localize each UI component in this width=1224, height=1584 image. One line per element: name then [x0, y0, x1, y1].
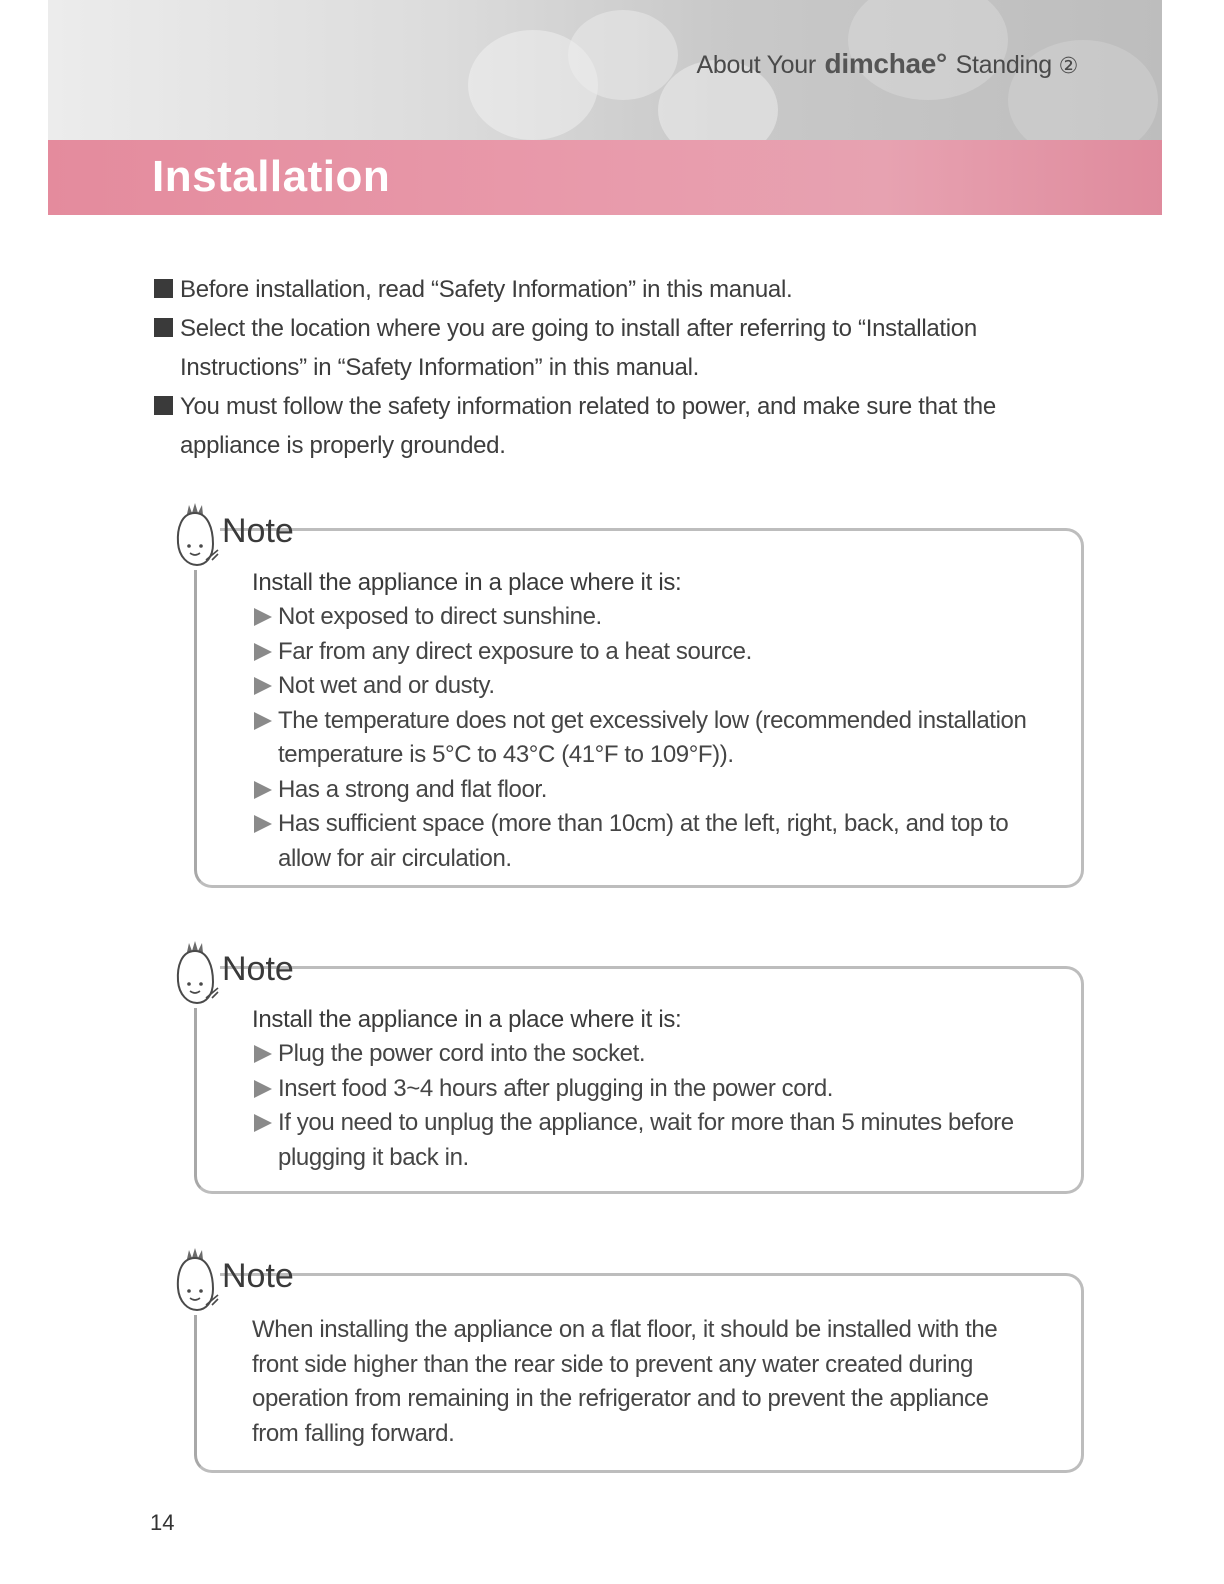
note-body: [252, 1313, 1032, 1451]
page-title: Installation: [152, 152, 391, 201]
brand-name: dimchae°: [824, 48, 947, 79]
note-paragraph: When installing the appliance on a flat floor, it should be installed with the front side higher than the rear side to prevent any water created during operation from remaining in the refrigerator and to prevent the appliance from falling forward.: [252, 1316, 998, 1447]
triangle-bullet-icon: [254, 1080, 272, 1098]
note-item: [252, 669, 1032, 704]
note-item: [252, 1072, 1032, 1107]
page-number: 14: [150, 1510, 175, 1535]
note-heading: Install the appliance in a place where it is:: [252, 569, 682, 596]
note-box: [172, 1247, 1084, 1473]
note-item-text: Has a strong and flat floor.: [278, 775, 547, 803]
triangle-bullet-icon: [254, 677, 272, 695]
note-item-text: Insert food 3~4 hours after plugging in the power cord.: [278, 1074, 834, 1102]
square-bullet-icon: [154, 279, 173, 298]
note-item: [252, 635, 1032, 670]
note-body: [252, 1003, 1032, 1175]
note-title: Note: [222, 512, 294, 550]
section-tag: [697, 48, 1078, 80]
intro-bullet-text: Select the location where you are going to install after referring to “Installation Instructions” in “Safety Information” in this manual.: [180, 315, 977, 381]
note-item: [252, 704, 1032, 773]
triangle-bullet-icon: [254, 712, 272, 730]
title-bar: [48, 140, 1162, 215]
section-prefix: About Your: [696, 51, 816, 79]
note-item: [252, 773, 1032, 808]
note-box: [172, 940, 1084, 1194]
intro-bullet: [154, 387, 1014, 465]
note-item-text: If you need to unplug the appliance, wait for more than 5 minutes before plugging it back in.: [278, 1109, 1014, 1171]
radish-mascot-icon: [172, 502, 222, 570]
section-number: ②: [1058, 53, 1078, 78]
triangle-bullet-icon: [254, 643, 272, 661]
radish-mascot-icon: [172, 1247, 222, 1315]
intro-bullet: [154, 309, 1014, 387]
note-item: [252, 1037, 1032, 1072]
square-bullet-icon: [154, 318, 173, 337]
note-item-text: Not exposed to direct sunshine.: [278, 603, 602, 630]
note-heading: Install the appliance in a place where it is:: [252, 1006, 682, 1033]
note-item-text: Plug the power cord into the socket.: [278, 1040, 646, 1067]
note-title: Note: [222, 950, 294, 988]
square-bullet-icon: [154, 396, 173, 415]
triangle-bullet-icon: [254, 1045, 272, 1063]
note-item: [252, 1106, 1032, 1175]
note-item-text: Has sufficient space (more than 10cm) at the left, right, back, and top to allow for air circulation.: [278, 810, 1009, 872]
note-item-text: Not wet and or dusty.: [278, 672, 495, 699]
note-item-text: The temperature does not get excessively low (recommended installation temperature is 5°C to 43°C (41°F to 109°F)).: [278, 706, 1027, 768]
triangle-bullet-icon: [254, 1114, 272, 1132]
intro-bullet-text: Before installation, read “Safety Information” in this manual.: [180, 276, 793, 303]
triangle-bullet-icon: [254, 608, 272, 626]
note-item-text: Far from any direct exposure to a heat source.: [278, 637, 752, 665]
banner-vegetable: [568, 10, 678, 100]
note-title: Note: [222, 1257, 294, 1295]
intro-bullet: [154, 270, 1014, 309]
note-item: [252, 600, 1032, 635]
note-box: [172, 502, 1084, 888]
triangle-bullet-icon: [254, 815, 272, 833]
header-banner: [48, 0, 1162, 140]
note-item: [252, 807, 1032, 876]
radish-mascot-icon: [172, 940, 222, 1008]
triangle-bullet-icon: [254, 781, 272, 799]
intro-bullet-list: [154, 270, 1014, 465]
section-name: Standing: [955, 51, 1052, 79]
intro-bullet-text: You must follow the safety information related to power, and make sure that the appliance is properly grounded.: [180, 393, 996, 459]
note-body: [252, 566, 1032, 876]
